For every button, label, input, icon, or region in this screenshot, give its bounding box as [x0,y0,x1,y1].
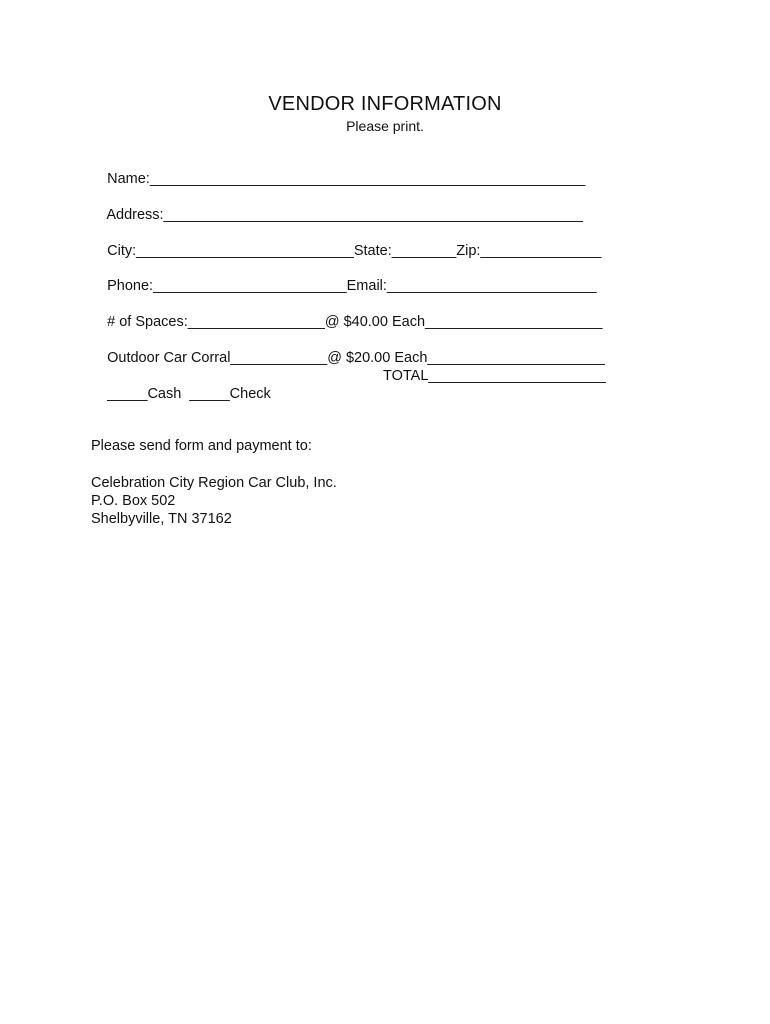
zip-field[interactable]: Zip:_______________ [456,243,602,259]
email-field[interactable]: Email:__________________________ [346,278,597,294]
mailing-city-state-zip: Shelbyville, TN 37162 [91,511,232,527]
phone-field[interactable]: Phone:________________________ [107,278,347,294]
payment-method-row [91,367,271,421]
address-field-label: Address:____________________________________________________ [106,207,583,223]
corral-field[interactable]: Outdoor Car Corral____________ [107,350,328,366]
cash-option[interactable]: _____Cash [107,386,182,402]
page-subtitle: Please print. [346,118,424,134]
name-field-label: Name:______________________________________________________ [107,171,586,187]
city-field[interactable]: City:___________________________ [107,243,354,259]
spaces-price-field[interactable]: @ $40.00 Each______________________ [324,314,603,330]
page-title: VENDOR INFORMATION [268,93,502,115]
mailing-instruction: Please send form and payment to: [91,438,312,454]
total-field[interactable]: TOTAL______________________ [383,368,606,384]
state-field[interactable]: State:________ [353,243,457,259]
corral-price-field[interactable]: @ $20.00 Each______________________ [327,350,605,366]
mailing-org: Celebration City Region Car Club, Inc. [91,475,337,491]
check-option[interactable]: _____Check [189,386,271,402]
mailing-box: P.O. Box 502 [91,493,176,509]
spaces-field[interactable]: # of Spaces:_________________ [107,314,325,330]
